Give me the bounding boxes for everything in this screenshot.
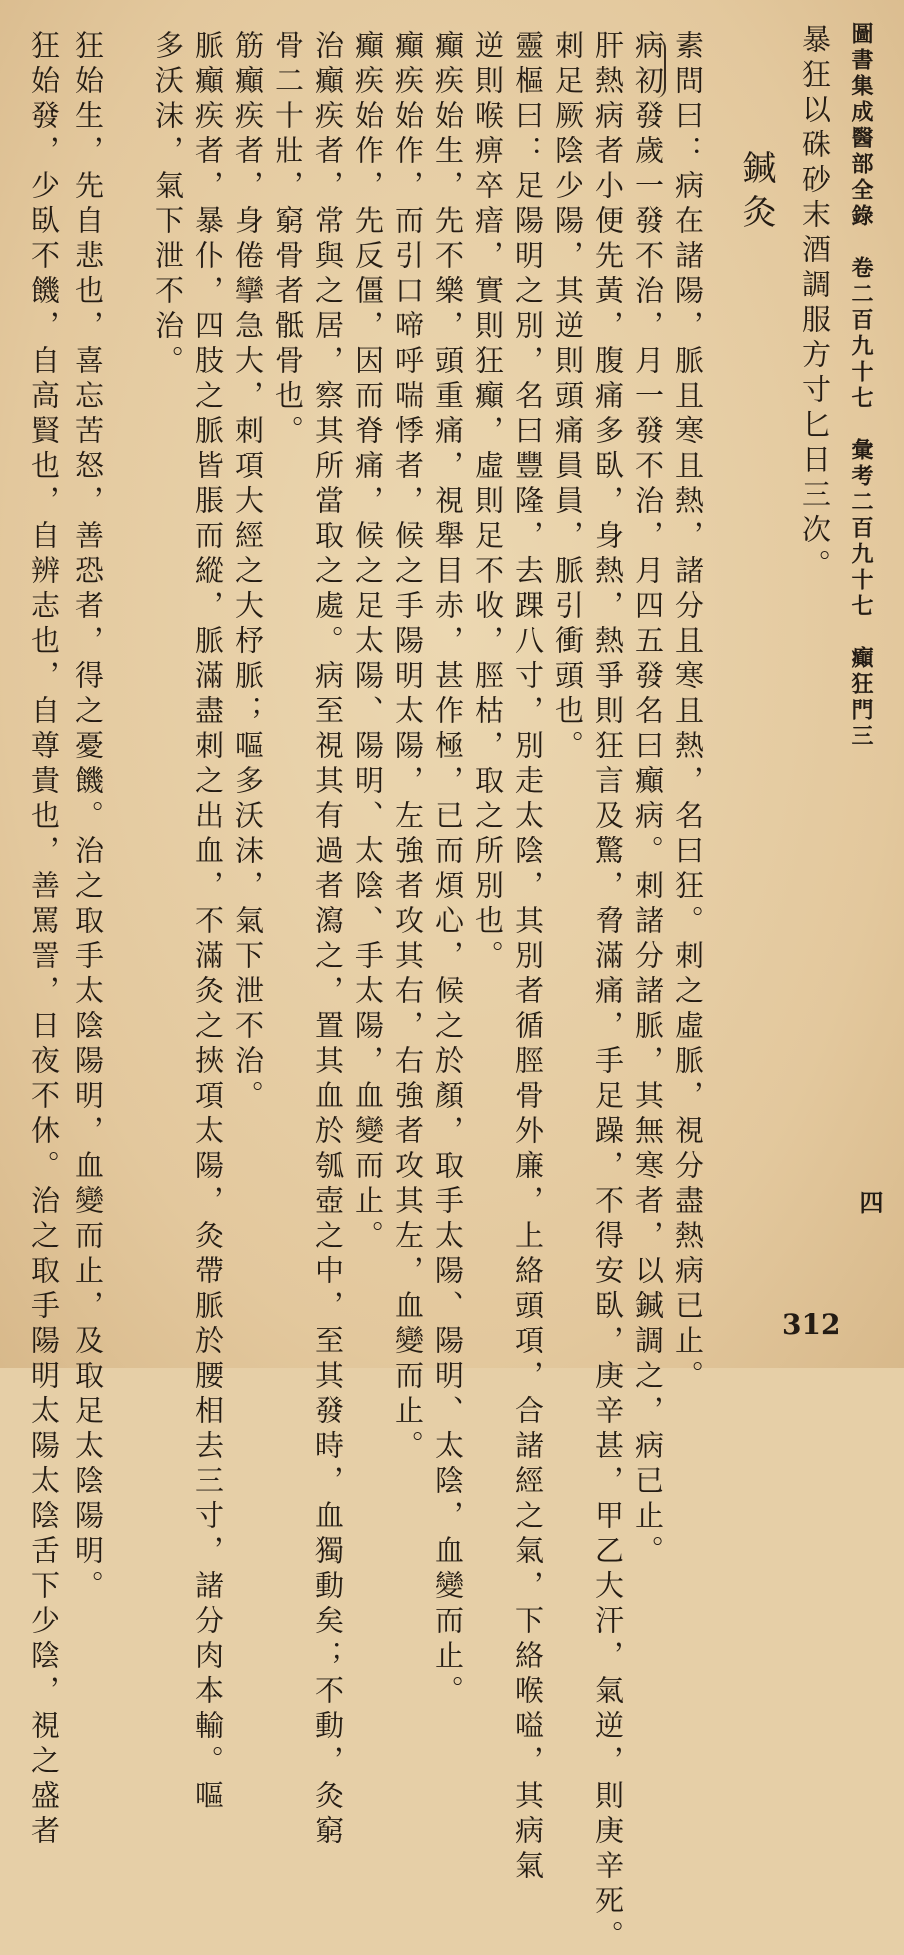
text-column: 肝熱病者小便先黃，腹痛多臥，身熱，熱爭則狂言及驚，脅滿痛，手足躁，不得安臥，庚辛甚，甲乙大汗，氣逆，則庚辛死。 <box>591 30 625 1955</box>
text-column: 筋癲疾者，身倦攣急大，刺項大經之大杼脈；嘔多沃沫，氣下泄不治。 <box>231 30 265 1115</box>
text-column: 治癲疾者，常與之居，察其所當取之處。病至視其有過者瀉之，置其血於瓠壺之中，至其發時，血獨動矣；不動，灸窮 <box>311 30 345 1850</box>
text-column: 暴狂以硃砂末酒調服方寸匕日三次。 <box>798 24 832 584</box>
page-number: 312 <box>782 1308 841 1341</box>
text-column: 狂始發，少臥不饑，自高賢也，自辨志也，自尊貴也，善罵詈，日夜不休。治之取手陽明太陽太陰舌下少陰，視之盛者 <box>27 30 61 1850</box>
text-column: 靈樞曰：足陽明之別，名曰豐隆，去踝八寸，別走太陰，其別者循脛骨外廉，上絡頭項，合諸經之氣，下絡喉嗌，其病氣 <box>511 30 545 1885</box>
text-column: 病初發歲一發不治，月一發不治，月四五發名曰癲病。刺諸分諸脈，其無寒者，以鍼調之，病已止。 <box>631 30 665 1570</box>
text-column: 癲疾始生，先不樂，頭重痛，視舉目赤，甚作極，已而煩心，候之於顏，取手太陽、陽明、太陰，血變而止。 <box>431 30 465 1710</box>
section-title: 鍼灸 <box>736 150 776 238</box>
text-column: 狂始生，先自悲也，喜忘苦怒，善恐者，得之憂饑。治之取手太陰陽明，血變而止，及取足太陰陽明。 <box>71 30 105 1605</box>
leaf-number: 四 <box>855 1190 884 1218</box>
text-column: 骨二十壯，窮骨者骶骨也。 <box>271 30 305 450</box>
text-column: 癲疾始作，先反僵，因而脊痛，候之足太陽、陽明、太陰、手太陽，血變而止。 <box>351 30 385 1255</box>
text-column: 脈癲疾者，暴仆，四肢之脈皆脹而縱，脈滿盡刺之出血，不滿灸之挾項太陽，灸帶脈於腰相去三寸，諸分肉本輸。嘔 <box>191 30 225 1815</box>
running-head: 圖書集成醫部全錄 卷二百九十七 彙考二百九十七 癲狂門三 <box>848 22 874 750</box>
text-column: 素問曰：病在諸陽，脈且寒且熱，諸分且寒且熱，名曰狂。刺之虛脈，視分盡熱病已止。 <box>671 30 705 1395</box>
text-column: 癲疾始作，而引口啼呼喘悸者，候之手陽明太陽，左強者攻其右，右強者攻其左，血變而止。 <box>391 30 425 1465</box>
text-column: 多沃沫，氣下泄不治。 <box>151 30 185 380</box>
text-column: 逆則喉痹卒瘖，實則狂癲，虛則足不收，脛枯，取之所別也。 <box>471 30 505 975</box>
text-column: 刺足厥陰少陽，其逆則頭痛員員，脈引衝頭也。 <box>551 30 585 765</box>
